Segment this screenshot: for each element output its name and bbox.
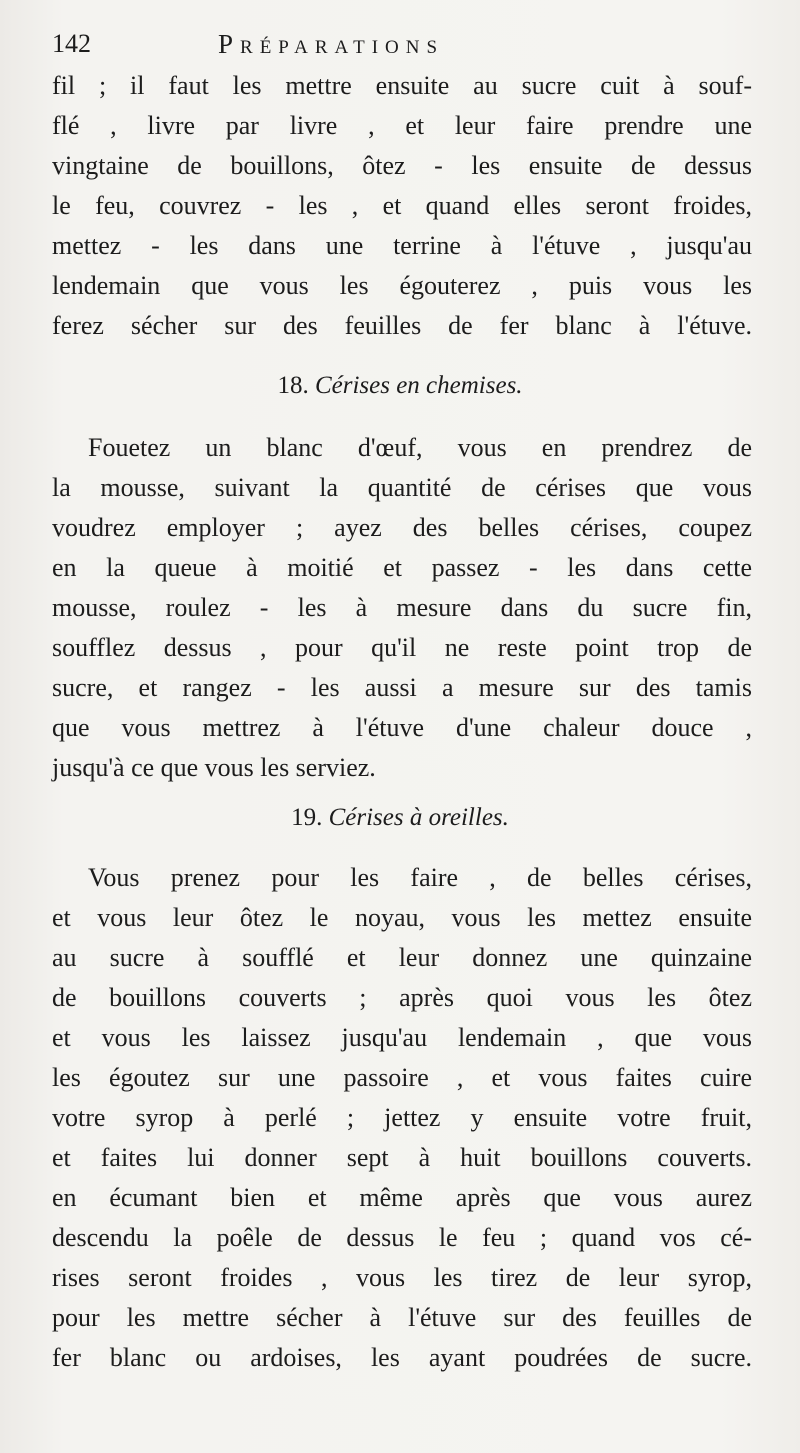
text-line: en la queue à moitié et passez - les dans cette — [52, 553, 752, 582]
text-line: Vous prenez pour les faire , de belles cérises, — [88, 863, 752, 892]
text-line: sucre, et rangez - les aussi a mesure sur des tamis — [52, 673, 752, 702]
text-line: voudrez employer ; ayez des belles cérises, coupez — [52, 513, 752, 542]
text-line: les égoutez sur une passoire , et vous faites cuire — [52, 1063, 752, 1092]
text-line: que vous mettrez à l'étuve d'une chaleur douce , — [52, 713, 752, 742]
text-line: fer blanc ou ardoises, les ayant poudrées de sucre. — [52, 1343, 752, 1372]
text-line: votre syrop à perlé ; jettez y ensuite votre fruit, — [52, 1103, 752, 1132]
text-line: pour les mettre sécher à l'étuve sur des feuilles de — [52, 1303, 752, 1332]
section-number: 18. — [277, 372, 309, 399]
text-line: et faites lui donner sept à huit bouillons couverts. — [52, 1143, 752, 1172]
running-title: Préparations — [218, 29, 445, 59]
text-line: et vous leur ôtez le noyau, vous les mettez ensuite — [52, 903, 752, 932]
page-number: 142 — [52, 29, 91, 58]
running-head — [0, 24, 800, 64]
section-title: Cérises en chemises. — [314, 372, 523, 399]
text-line: mousse, roulez - les à mesure dans du sucre fin, — [52, 593, 752, 622]
text-line: fil ; il faut les mettre ensuite au sucre cuit à souf- — [52, 71, 752, 100]
section-heading-19 — [0, 798, 800, 838]
text-line: rises seront froides , vous les tirez de leur syrop, — [52, 1263, 752, 1292]
text-line: au sucre à soufflé et leur donnez une quinzaine — [52, 943, 752, 972]
text-line: en écumant bien et même après que vous aurez — [52, 1183, 752, 1212]
section-heading-18 — [0, 366, 800, 406]
text-line: Fouetez un blanc d'œuf, vous en prendrez de — [88, 433, 752, 462]
text-line: de bouillons couverts ; après quoi vous les ôtez — [52, 983, 752, 1012]
text-line: lendemain que vous les égouterez , puis vous les — [52, 271, 752, 300]
text-line: la mousse, suivant la quantité de cérises que vous — [52, 473, 752, 502]
section-title: Cérises à oreilles. — [328, 804, 509, 831]
text-line: et vous les laissez jusqu'au lendemain , que vous — [52, 1023, 752, 1052]
text-line: descendu la poêle de dessus le feu ; quand vos cé- — [52, 1223, 752, 1252]
text-line: ferez sécher sur des feuilles de fer blanc à l'étuve. — [52, 311, 752, 340]
text-line: flé , livre par livre , et leur faire prendre une — [52, 111, 752, 140]
text-line: le feu, couvrez - les , et quand elles seront froides, — [52, 191, 752, 220]
section-number: 19. — [291, 804, 323, 831]
text-line: vingtaine de bouillons, ôtez - les ensuite de dessus — [52, 151, 752, 180]
text-line: jusqu'à ce que vous les serviez. — [52, 753, 376, 782]
text-line: mettez - les dans une terrine à l'étuve , jusqu'au — [52, 231, 752, 260]
text-line: soufflez dessus , pour qu'il ne reste point trop de — [52, 633, 752, 662]
